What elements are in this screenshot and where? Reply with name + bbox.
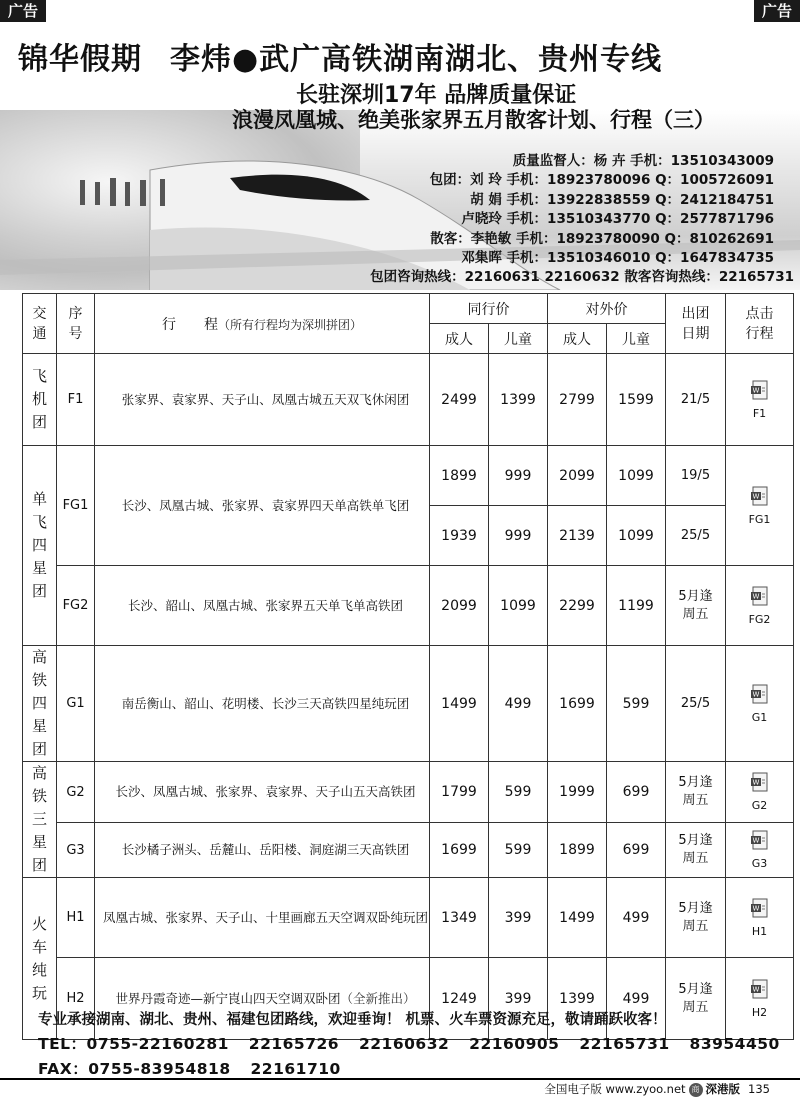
public-adult-price: 2099 [548,446,607,506]
site-url: 全国电子版 www.zyoo.net [544,1082,686,1096]
word-doc-icon [750,684,770,706]
tour-code: G3 [57,823,95,878]
svg-text:W: W [752,592,759,600]
word-doc-icon [750,486,770,508]
tour-route: 长沙、凤凰古城、张家界、袁家界、天子山五天高铁团 [95,762,430,823]
svg-text:W: W [752,904,759,912]
svg-text:W: W [752,836,759,845]
header-public-adult: 成人 [548,324,607,354]
header-date: 出团日期 [666,294,726,354]
link-code: H2 [751,1005,768,1019]
departure-date: 19/5 [666,446,726,506]
public-adult-price: 1899 [548,823,607,878]
peer-adult-price: 1939 [430,506,489,566]
tour-code: FG1 [57,446,95,566]
tour-code: F1 [57,354,95,446]
contact-line: 包团：刘 玲 手机：18923780096 Q：1005726091 [429,172,774,189]
tour-code: H1 [57,878,95,958]
itinerary-link-F1[interactable] [726,354,794,446]
page-footer-bar [0,1075,800,1100]
fax-label: FAX：0755-83954818 [38,1060,231,1078]
tour-code: FG2 [57,566,95,646]
table-row [23,762,794,823]
itinerary-link-G1[interactable] [726,646,794,762]
footer-slogan: 专业承接湖南、湖北、贵州、福建包团路线，欢迎垂询！ 机票、火车票资源充足，敬请踊跃收客！ [38,1012,667,1028]
footer-info [38,1005,794,1079]
itinerary-link-G3[interactable] [726,823,794,878]
page-title [18,34,662,78]
tour-route: 凤凰古城、张家界、天子山、十里画廊五天空调双卧纯玩团 [95,878,430,958]
edition-label: 深港版 [705,1082,741,1096]
svg-text:W: W [752,778,759,787]
group-rail-4star: 高铁四星团 [23,646,57,762]
peer-adult-price: 1899 [430,446,489,506]
table-row [23,354,794,446]
public-adult-price: 1399 [548,958,607,1040]
site-badge-icon: 商 [689,1083,703,1097]
public-child-price: 1199 [607,566,666,646]
page-number: 135 [748,1082,770,1096]
contact-line: 卢晓玲 手机：13510343770 Q：2577871796 [461,211,774,228]
group-single-fly: 单飞四星团 [23,446,57,646]
link-code: G1 [751,710,768,724]
tel-label: TEL：0755-22160281 [38,1035,229,1053]
table-row [23,446,794,506]
group-train: 火车纯玩 [23,878,57,1040]
tel-number: 22165726 [248,1035,340,1053]
public-adult-price: 1699 [548,646,607,762]
public-adult-price: 1499 [548,878,607,958]
departure-date: 21/5 [666,354,726,446]
itinerary-link-FG1[interactable] [726,446,794,566]
peer-adult-price: 1349 [430,878,489,958]
svg-text:W: W [752,985,759,993]
link-code: FG2 [748,612,771,626]
public-child-price: 699 [607,823,666,878]
link-code: H1 [751,924,768,938]
word-doc-icon [750,772,770,794]
departure-date: 5月逢周五 [666,878,726,958]
peer-child-price: 1099 [489,566,548,646]
peer-child-price: 999 [489,506,548,566]
departure-date: 5月逢周五 [666,958,726,1040]
itinerary-link-G2[interactable] [726,762,794,823]
tour-route: 长沙、韶山、凤凰古城、张家界五天单飞单高铁团 [95,566,430,646]
route-new-note: （全新推出） [340,990,416,1006]
footer-meta [544,1081,770,1097]
header-route: 行 程（所有行程均为深圳拼团） [95,294,430,354]
contact-list [370,152,794,288]
ad-label-left: 广告 [0,0,46,22]
ad-label-right: 广告 [754,0,800,22]
peer-adult-price: 1499 [430,646,489,762]
header-link: 点击行程 [726,294,794,354]
tour-route: 长沙橘子洲头、岳麓山、岳阳楼、洞庭湖三天高铁团 [95,823,430,878]
word-doc-icon [750,586,770,608]
svg-text:W: W [752,690,759,698]
tel-number: 22160632 [358,1035,450,1053]
public-child-price: 499 [607,878,666,958]
tel-number: 83954450 [689,1035,780,1053]
peer-child-price: 999 [489,446,548,506]
table-row [23,823,794,878]
public-child-price: 699 [607,762,666,823]
itinerary-link-H1[interactable] [726,878,794,958]
tour-schedule-table [22,293,794,1040]
departure-date: 5月逢周五 [666,762,726,823]
group-rail-3star: 高铁三星团 [23,762,57,878]
contact-line: 邓集晖 手机：13510346010 Q：1647834735 [461,250,774,267]
tour-route: 南岳衡山、韶山、花明楼、长沙三天高铁四星纯玩团 [95,646,430,762]
brand-name: 锦华假期 [18,42,142,77]
table-row [23,878,794,958]
contact-line: 散客：李艳敏 手机：18923780090 Q：810262691 [430,230,774,247]
subtitle-plan: 浪漫凤凰城、绝美张家界五月散客计划、行程（三） [232,108,715,132]
link-code: F1 [752,406,767,420]
table-header-row [23,294,794,324]
word-doc-icon [750,979,770,1001]
peer-child-price: 599 [489,762,548,823]
contact-line: 胡 娟 手机：13922838559 Q：2412184751 [470,191,774,208]
fax-number: 22161710 [250,1060,341,1078]
group-plane: 飞机团 [23,354,57,446]
header-peer-price: 同行价 [430,294,548,324]
public-child-price: 1099 [607,446,666,506]
public-adult-price: 2799 [548,354,607,446]
public-adult-price: 1999 [548,762,607,823]
peer-child-price: 399 [489,878,548,958]
svg-text:W: W [752,492,759,500]
footer-tel [38,1032,794,1054]
public-child-price: 499 [607,958,666,1040]
hotline-line: 包团咨询热线：22160631 22160632 散客咨询热线：22165731 [370,269,794,286]
svg-text:W: W [752,386,759,394]
table-row [23,646,794,762]
header-public-child: 儿童 [607,324,666,354]
public-adult-price: 2139 [548,506,607,566]
title-line: 李炜●武广高铁湖南湖北、贵州专线 [170,42,663,77]
departure-date: 5月逢周五 [666,566,726,646]
peer-child-price: 499 [489,646,548,762]
peer-adult-price: 1699 [430,823,489,878]
header-route-note: （所有行程均为深圳拼团） [217,317,362,332]
departure-date: 5月逢周五 [666,823,726,878]
word-doc-icon [750,898,770,920]
public-child-price: 1099 [607,506,666,566]
peer-adult-price: 2499 [430,354,489,446]
peer-adult-price: 1249 [430,958,489,1040]
tel-number: 22160905 [469,1035,560,1053]
header-transport: 交通 [23,294,57,354]
itinerary-link-FG2[interactable] [726,566,794,646]
tel-number: 22165731 [579,1035,670,1053]
link-code: FG1 [748,512,771,526]
peer-child-price: 599 [489,823,548,878]
header-peer-child: 儿童 [489,324,548,354]
peer-child-price: 1399 [489,354,548,446]
header-peer-adult: 成人 [430,324,489,354]
header-number: 序号 [57,294,95,354]
public-adult-price: 2299 [548,566,607,646]
public-child-price: 599 [607,646,666,762]
peer-adult-price: 1799 [430,762,489,823]
tour-code: G1 [57,646,95,762]
footer-rule [0,1078,800,1080]
tour-code: H2 [57,958,95,1040]
departure-date: 25/5 [666,646,726,762]
tour-route: 长沙、凤凰古城、张家界、袁家界四天单高铁单飞团 [95,446,430,566]
contact-line: 质量监督人：杨 卉 手机：13510343009 [512,153,774,169]
tour-route: 世界丹霞奇迹—新宁崀山四天空调双卧团（全新推出） [95,958,430,1040]
subtitle-quality: 长驻深圳17年 品牌质量保证 [296,83,577,108]
link-code: G2 [751,799,768,813]
table-row [23,566,794,646]
link-code: G3 [751,857,768,871]
tour-code: G2 [57,762,95,823]
public-child-price: 1599 [607,354,666,446]
departure-date: 25/5 [666,506,726,566]
peer-child-price: 399 [489,958,548,1040]
word-doc-icon [750,380,770,402]
peer-adult-price: 2099 [430,566,489,646]
word-doc-icon [750,830,770,852]
tour-route: 张家界、袁家界、天子山、凤凰古城五天双飞休闲团 [95,354,430,446]
header-public-price: 对外价 [548,294,666,324]
